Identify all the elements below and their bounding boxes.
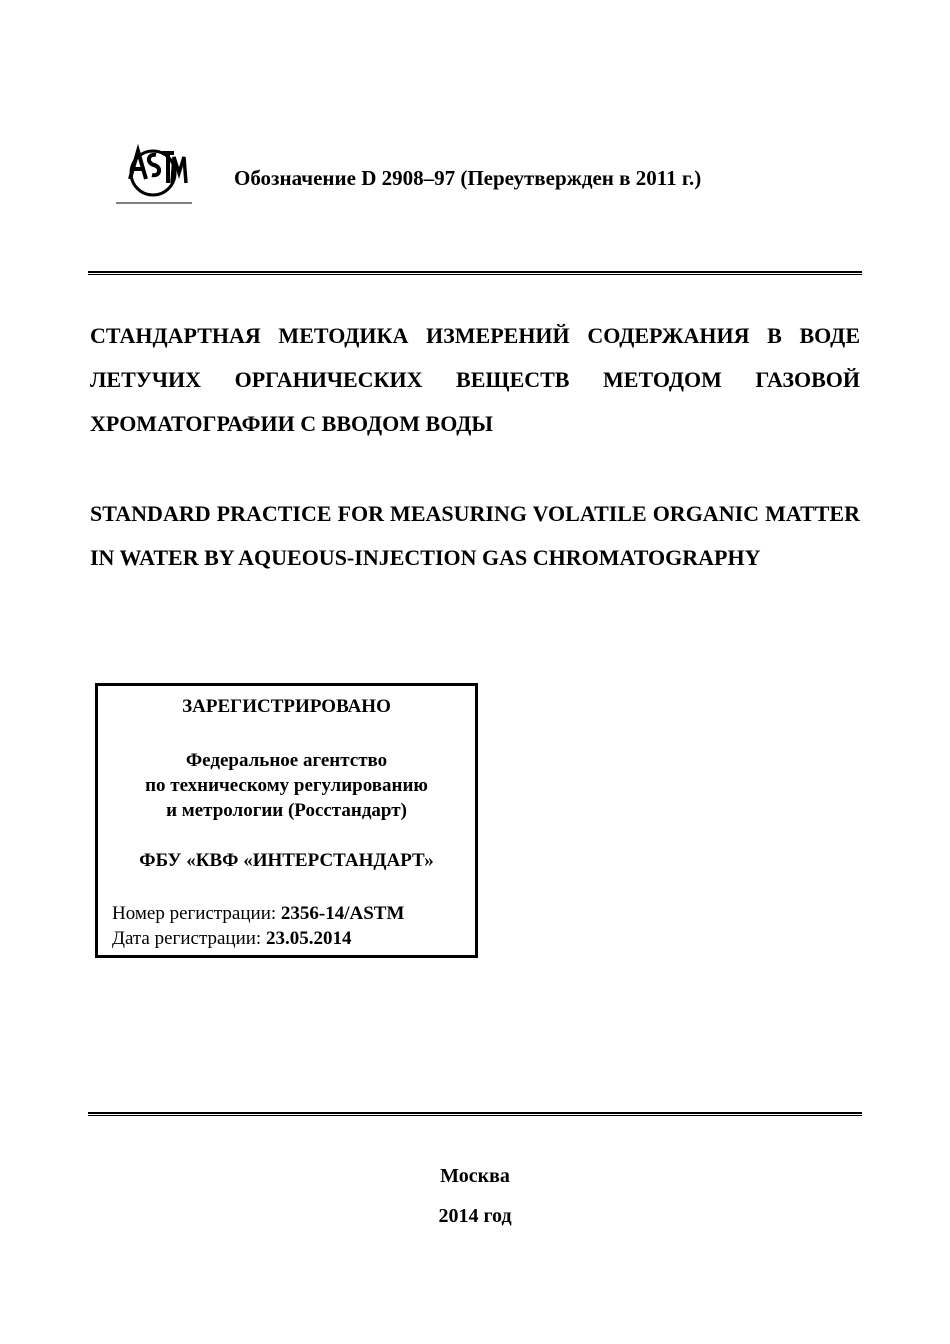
registration-agency [98, 748, 475, 823]
bottom-divider [88, 1112, 862, 1116]
publication-city: Москва [440, 1165, 510, 1187]
agency-line: и метрологии (Росстандарт) [166, 800, 407, 821]
astm-logo-icon [112, 143, 196, 217]
publication-year: 2014 год [438, 1205, 512, 1227]
title-english: STANDARD PRACTICE FOR MEASURING VOLATILE ORGANIC MATTER IN WATER BY AQUEOUS-INJECTION GAS CHROMATOGRAPHY [90, 501, 860, 570]
registration-heading: ЗАРЕГИСТРИРОВАНО [182, 696, 391, 717]
top-divider [88, 271, 862, 275]
registration-number-label: Номер регистрации: [112, 903, 281, 924]
registration-date-value: 23.05.2014 [265, 928, 352, 949]
agency-line: по техническому регулированию [145, 775, 428, 796]
document-designation: Обозначение D 2908–97 (Переутвержден в 2011 г.) [234, 166, 702, 190]
title-russian: СТАНДАРТНАЯ МЕТОДИКА ИЗМЕРЕНИЙ СОДЕРЖАНИЯ В ВОДЕ ЛЕТУЧИХ ОРГАНИЧЕСКИХ ВЕЩЕСТВ МЕТОДОМ ГАЗОВОЙ ХРОМАТОГРАФИИ С ВВОДОМ ВОДЫ [90, 323, 860, 436]
registration-number-value: 2356-14/ASTM [280, 903, 405, 924]
agency-line: Федеральное агентство [185, 750, 388, 771]
registration-date-row [112, 926, 404, 951]
registration-box [95, 683, 478, 958]
registration-number-row [112, 901, 404, 926]
registration-date-label: Дата регистрации: [112, 928, 266, 949]
registration-organization: ФБУ «КВФ «ИНТЕРСТАНДАРТ» [139, 850, 434, 871]
astm-logo [112, 143, 196, 217]
registration-details [112, 901, 404, 951]
